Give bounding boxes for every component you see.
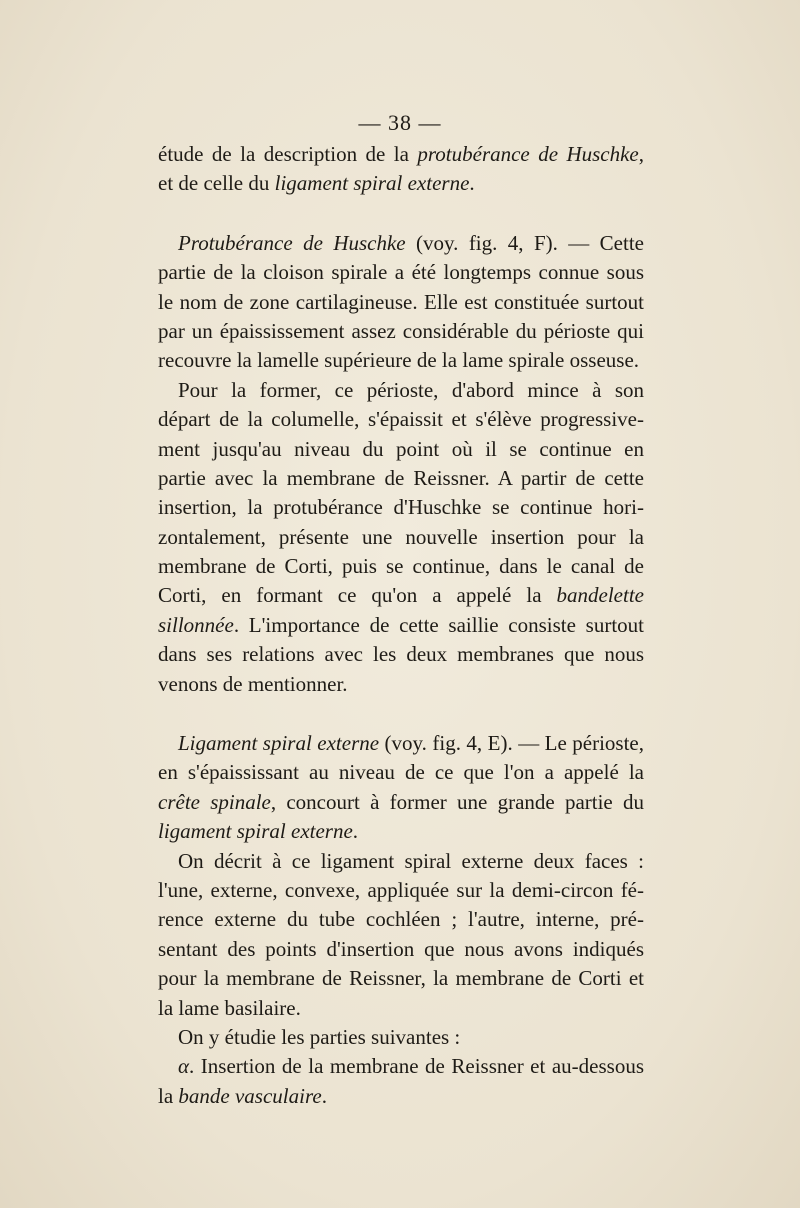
page-number: — 38 — xyxy=(358,110,442,135)
text-segment: zontalement, présente une nouvelle insertion pour la xyxy=(158,524,644,549)
italic-term: ligament spiral externe xyxy=(158,819,353,844)
italic-term: sillonnée xyxy=(158,612,234,637)
text-line xyxy=(158,876,644,905)
text-segment: . xyxy=(469,171,475,196)
text-segment: Corti, en formant ce qu'on a appelé la xyxy=(158,583,557,608)
text-segment: . L'importance de cette saillie consiste surtout xyxy=(233,612,644,637)
italic-term: ligament spiral externe xyxy=(274,171,470,196)
text-segment: ment jusqu'au niveau du point où il se continue en xyxy=(158,436,644,461)
text-line xyxy=(158,346,644,375)
text-line xyxy=(158,258,644,287)
text-segment: On décrit à ce ligament spiral externe deux faces : xyxy=(178,848,644,873)
text-segment: , xyxy=(638,142,645,166)
text-segment: . xyxy=(321,1083,327,1108)
text-segment: Pour la former, ce périoste, d'abord mince à son xyxy=(178,377,644,402)
text-segment: dans ses relations avec les deux membranes que nous xyxy=(158,642,644,667)
text-line xyxy=(158,758,644,787)
text-segment: et de celle du xyxy=(158,171,275,196)
text-segment: la lame basilaire. xyxy=(158,995,301,1020)
italic-term: bandelette xyxy=(556,583,644,608)
text-segment: insertion, la protubérance d'Huschke se continue hori- xyxy=(158,495,644,520)
text-line xyxy=(158,435,644,464)
text-line xyxy=(158,288,644,317)
text-line xyxy=(158,229,644,258)
text-line xyxy=(158,581,644,610)
text-segment: (voy. fig. 4, E). — Le périoste, xyxy=(379,731,644,756)
italic-term: protubérance de Huschke xyxy=(417,142,639,166)
paragraph-gap xyxy=(158,699,644,729)
text-segment: , concourt à former une grande partie du xyxy=(270,789,644,814)
text-line xyxy=(158,1052,644,1081)
text-segment: l'une, externe, convexe, appliquée sur la demi-circon fé- xyxy=(158,877,644,902)
italic-term: crête spinale xyxy=(158,789,271,814)
text-line xyxy=(158,1082,644,1111)
text-segment: . xyxy=(352,819,359,844)
text-line xyxy=(158,729,644,758)
text-segment: étude de la description de la xyxy=(158,142,418,166)
text-segment: par un épaississement assez considérable du périoste qui xyxy=(158,318,644,343)
text-line xyxy=(158,493,644,522)
text-line xyxy=(158,611,644,640)
text-segment: venons de mentionner. xyxy=(158,671,348,696)
text-segment: sentant des points d'insertion que nous avons indiqués xyxy=(158,936,644,961)
text-segment: en s'épaississant au niveau de ce que l'on a appelé la xyxy=(158,760,644,785)
text-line xyxy=(158,464,644,493)
italic-term: bande vasculaire xyxy=(178,1083,322,1108)
italic-term: Protubérance de Huschke xyxy=(178,230,406,255)
text-line xyxy=(158,964,644,993)
text-segment: recouvre la lamelle supérieure de la lame spirale osseuse. xyxy=(158,348,640,373)
text-segment: partie de la cloison spirale a été longtemps connue sous xyxy=(158,260,644,285)
text-line xyxy=(158,1023,644,1052)
text-line xyxy=(158,140,644,169)
text-segment: le nom de zone cartilagineuse. Elle est constituée surtout xyxy=(158,289,644,314)
text-line xyxy=(158,552,644,581)
text-segment: la xyxy=(158,1083,179,1108)
text-line xyxy=(158,640,644,669)
text-line xyxy=(158,376,644,405)
body-text xyxy=(158,140,644,1111)
text-segment: On y étudie les parties suivantes : xyxy=(178,1024,461,1049)
text-line xyxy=(158,847,644,876)
text-line xyxy=(158,169,644,198)
text-segment: (voy. fig. 4, F). — Cette xyxy=(405,230,644,255)
text-segment: partie avec la membrane de Reissner. A partir de cette xyxy=(158,465,644,490)
text-line xyxy=(158,317,644,346)
text-segment: pour la membrane de Reissner, la membrane de Corti et xyxy=(158,966,644,991)
text-segment: membrane de Corti, puis se continue, dans le canal de xyxy=(158,554,644,579)
italic-term: Ligament spiral externe xyxy=(178,731,380,756)
text-segment: départ de la columelle, s'épaissit et s'élève progressive- xyxy=(158,407,644,432)
paragraph-gap xyxy=(158,199,644,229)
text-line xyxy=(158,994,644,1023)
text-line xyxy=(158,523,644,552)
text-segment: . Insertion de la membrane de Reissner et au-dessous xyxy=(189,1054,644,1079)
text-segment: rence externe du tube cochléen ; l'autre, interne, pré- xyxy=(158,907,644,932)
italic-term: α xyxy=(178,1054,190,1079)
text-line xyxy=(158,905,644,934)
text-line xyxy=(158,405,644,434)
text-line xyxy=(158,670,644,699)
text-line xyxy=(158,788,644,817)
text-line xyxy=(158,935,644,964)
text-line xyxy=(158,817,644,846)
